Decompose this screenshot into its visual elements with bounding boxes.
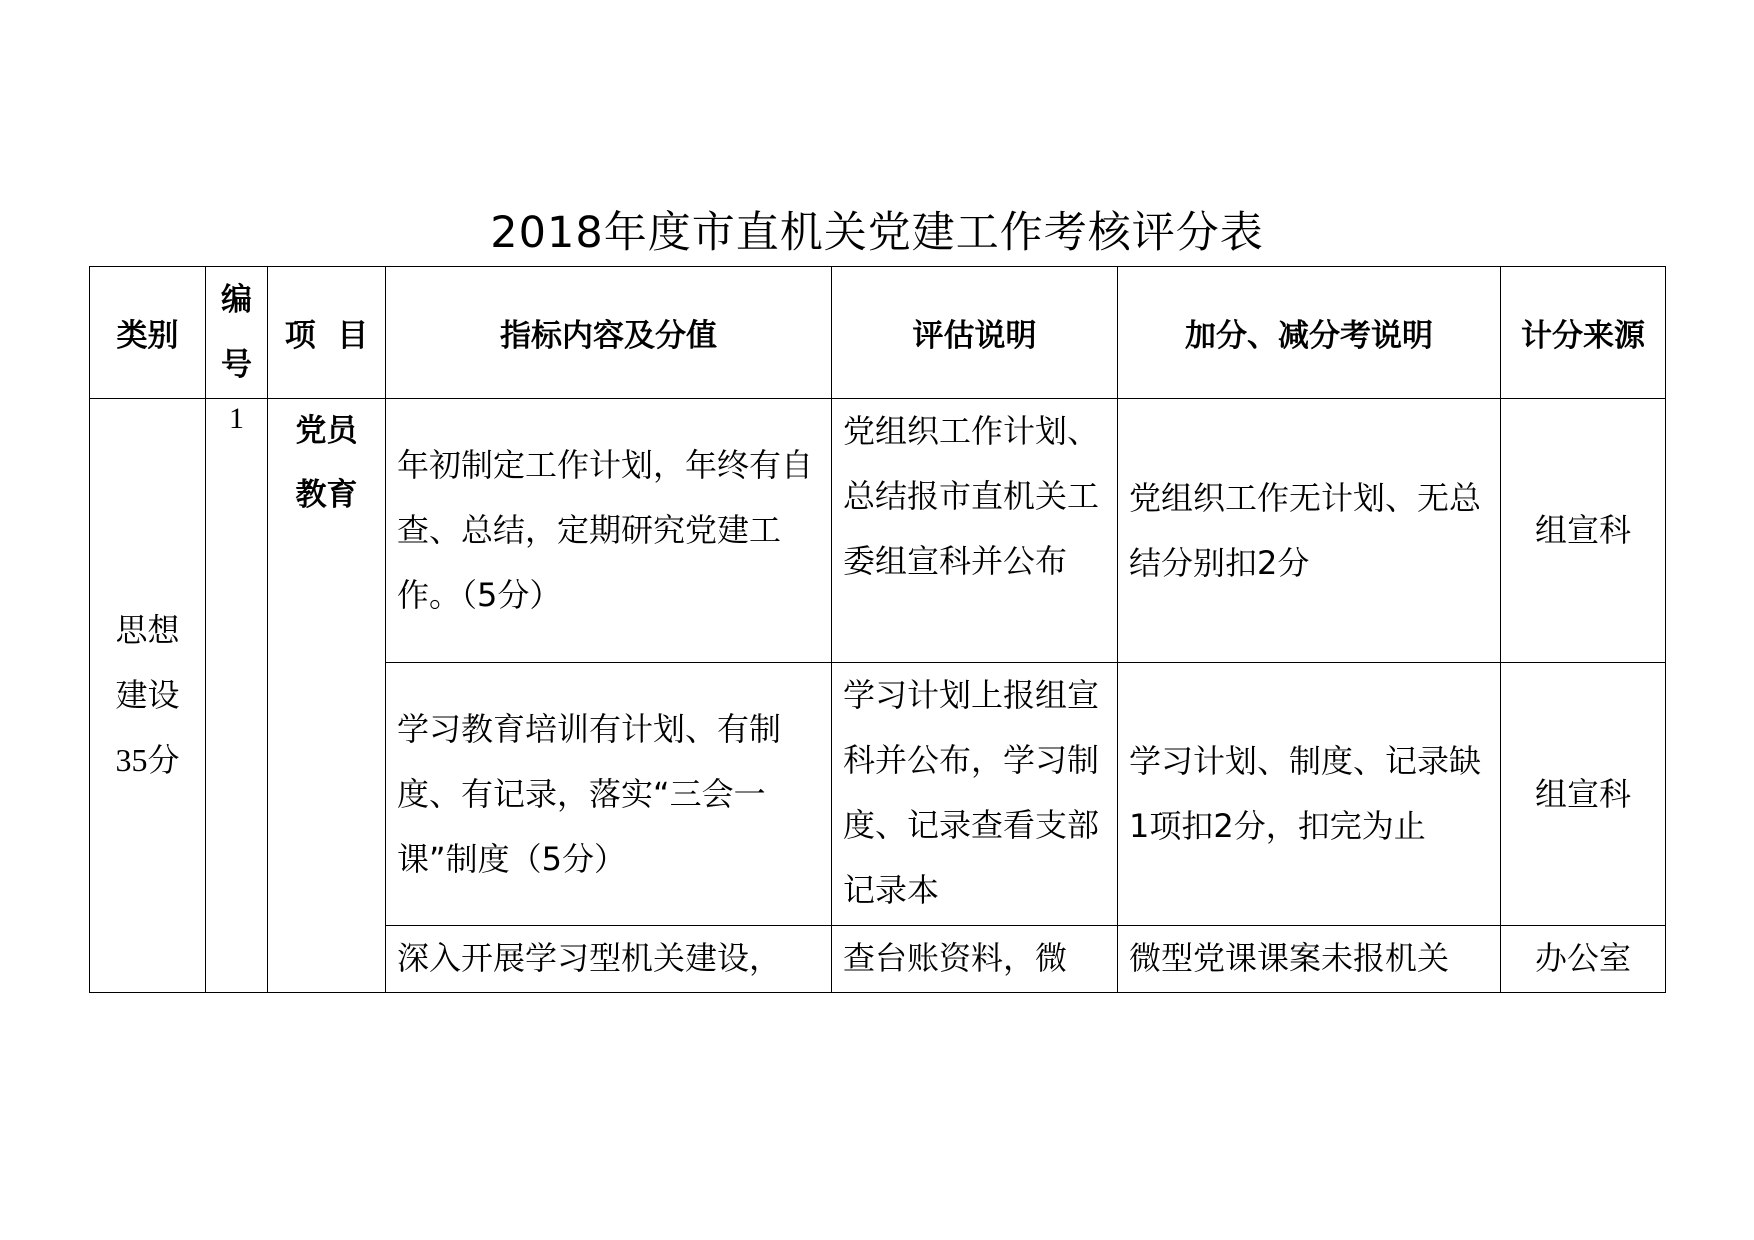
header-number [206, 267, 268, 399]
source-text: 办公室 [1534, 939, 1631, 978]
category-line2: 建设 [115, 676, 180, 715]
header-adjustment: 加分、减分考说明 [1118, 267, 1501, 399]
source-text: 组宣科 [1534, 511, 1631, 550]
number-cell: 1 [206, 399, 268, 993]
indicator-text: 学习教育培训有计划、有制度、有记录，落实“三会一课”制度（5分） [397, 709, 782, 878]
adjustment-cell [1118, 399, 1501, 663]
evaluation-cell [832, 926, 1118, 993]
score-table [89, 266, 1666, 993]
indicator-cell [386, 399, 832, 663]
evaluation-text: 查台账资料，微 [843, 939, 1068, 978]
header-row [90, 267, 1666, 399]
item-cell [268, 399, 386, 993]
header-evaluation: 评估说明 [832, 267, 1118, 399]
item-line2: 教育 [295, 477, 358, 514]
page-title: 2018年度市直机关党建工作考核评分表 [490, 208, 1264, 258]
evaluation-text: 学习计划上报组宣科并公布，学习制度、记录查看支部记录本 [843, 675, 1100, 909]
source-cell [1501, 399, 1666, 663]
adjustment-cell [1118, 926, 1501, 993]
source-cell [1501, 662, 1666, 926]
indicator-cell [386, 926, 832, 993]
header-category: 类别 [90, 267, 206, 399]
header-indicator: 指标内容及分值 [386, 267, 832, 399]
item-line1: 党员 [295, 413, 358, 450]
header-number-line1: 编 [221, 281, 252, 318]
indicator-text: 年初制定工作计划，年终有自查、总结，定期研究党建工作。（5分） [397, 446, 814, 615]
evaluation-cell [832, 399, 1118, 663]
header-number-line2: 号 [221, 346, 252, 383]
header-source: 计分来源 [1501, 267, 1666, 399]
evaluation-text: 党组织工作计划、总结报市直机关工委组宣科并公布 [843, 412, 1100, 581]
indicator-cell [386, 662, 832, 926]
evaluation-cell [832, 662, 1118, 926]
adjustment-text: 党组织工作无计划、无总结分别扣2分 [1129, 478, 1482, 582]
table-row [90, 399, 1666, 663]
adjustment-text: 学习计划、制度、记录缺1项扣2分，扣完为止 [1129, 742, 1482, 846]
indicator-text: 深入开展学习型机关建设， [397, 939, 782, 978]
category-line1: 思想 [115, 611, 180, 650]
category-cell [90, 399, 206, 993]
adjustment-text: 微型党课课案未报机关 [1129, 939, 1450, 978]
source-text: 组宣科 [1534, 774, 1631, 813]
adjustment-cell [1118, 662, 1501, 926]
header-item: 项 目 [268, 267, 386, 399]
category-line3: 35分 [115, 742, 180, 779]
source-cell [1501, 926, 1666, 993]
